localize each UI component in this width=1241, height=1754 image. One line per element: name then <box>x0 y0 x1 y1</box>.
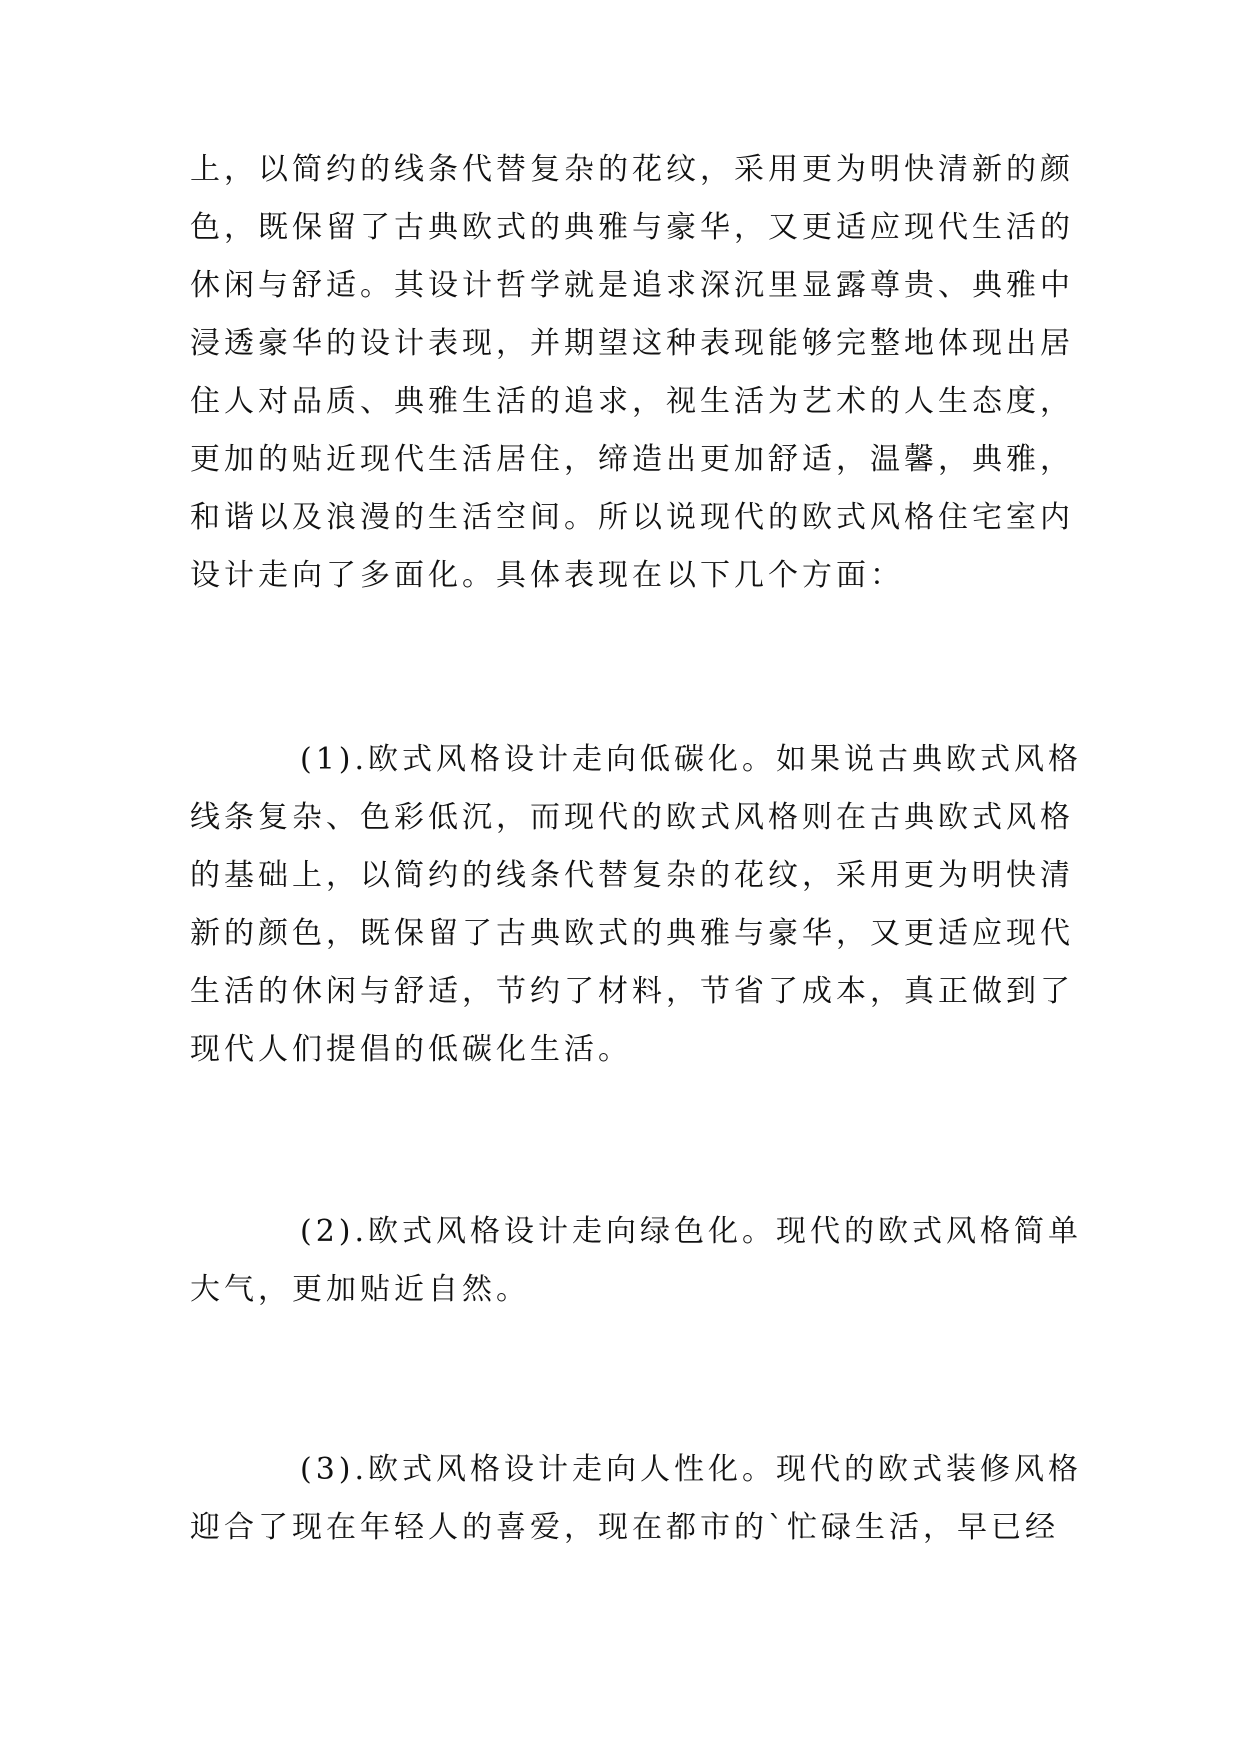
text-line: 大气，更加贴近自然。 <box>190 1272 530 1307</box>
text-line: 和谐以及浪漫的生活空间。所以说现代的欧式风格住宅室内 <box>190 500 1074 535</box>
text-line: 设计走向了多面化。具体表现在以下几个方面： <box>190 558 904 593</box>
text-line: 色，既保留了古典欧式的典雅与豪华，又更适应现代生活的 <box>190 210 1074 245</box>
text-line: 更加的贴近现代生活居住，缔造出更加舒适，温馨，典雅， <box>190 442 1074 477</box>
text-line: 的基础上，以简约的线条代替复杂的花纹，采用更为明快清 <box>190 858 1074 893</box>
text-line: 生活的休闲与舒适，节约了材料，节省了成本，真正做到了 <box>190 974 1074 1009</box>
text-line: 线条复杂、色彩低沉，而现代的欧式风格则在古典欧式风格 <box>190 800 1074 835</box>
text-line: 浸透豪华的设计表现，并期望这种表现能够完整地体现出居 <box>190 326 1074 361</box>
text-line: (3).欧式风格设计走向人性化。现代的欧式装修风格 <box>300 1452 1083 1487</box>
text-line: 新的颜色，既保留了古典欧式的典雅与豪华，又更适应现代 <box>190 916 1074 951</box>
text-line: 迎合了现在年轻人的喜爱，现在都市的`忙碌生活，早已经 <box>190 1510 1059 1545</box>
text-line: 上，以简约的线条代替复杂的花纹，采用更为明快清新的颜 <box>190 152 1074 187</box>
text-line: 休闲与舒适。其设计哲学就是追求深沉里显露尊贵、典雅中 <box>190 268 1074 303</box>
text-line: 住人对品质、典雅生活的追求，视生活为艺术的人生态度， <box>190 384 1074 419</box>
text-line: 现代人们提倡的低碳化生活。 <box>190 1032 632 1067</box>
text-line: (1).欧式风格设计走向低碳化。如果说古典欧式风格 <box>300 742 1083 777</box>
text-line: (2).欧式风格设计走向绿色化。现代的欧式风格简单 <box>300 1214 1083 1249</box>
